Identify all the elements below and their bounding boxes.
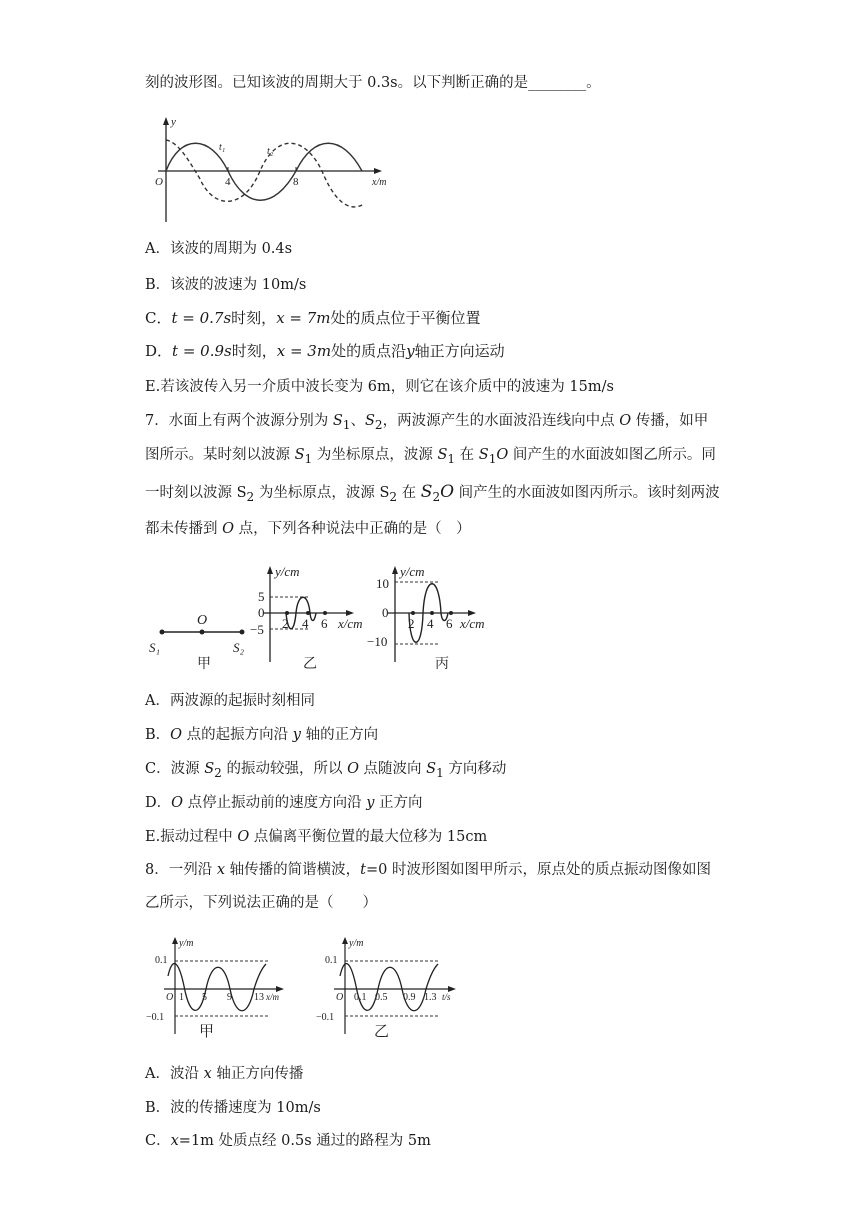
q8-jia-caption: 甲 — [199, 1024, 215, 1040]
q6-label-t2: t₂ — [267, 146, 274, 157]
q6-tick-8: 8 — [293, 176, 299, 188]
q6-y-label: y — [171, 116, 176, 128]
q8-jia-xtick-13: 13 — [254, 992, 264, 1003]
q8-yi-wave — [340, 964, 438, 1011]
q7-yi-ytick-0: 0 — [258, 605, 265, 620]
q6-origin: O — [155, 176, 163, 188]
q6-stem-tail: 刻的波形图。已知该波的周期大于 0.3s。以下判断正确的是________。 — [145, 75, 601, 91]
q7-bing-x-label: x/cm — [460, 616, 485, 631]
q8-yi-y-top: 0.1 — [325, 955, 338, 966]
q7-jia-s1-label: S₁ — [149, 640, 161, 655]
q6-option-a[interactable]: A．该波的周期为 0.4s — [145, 241, 293, 257]
q7-stem-line4: 都未传播到 O 点，下列各种说法中正确的是（ ） — [145, 521, 471, 537]
q7-point-o — [200, 630, 205, 635]
q8-jia-xtick-5: 5 — [202, 992, 207, 1003]
q7-figure-bing — [367, 564, 500, 674]
q7-jia-o-label: O — [197, 613, 208, 628]
q6-option-e[interactable]: E.若该波传入另一介质中波长变为 6m，则它在该介质中的波速为 15m/s — [145, 379, 614, 395]
q7-yi-xtick-6: 6 — [321, 616, 328, 631]
q7-bing-y-label: y/cm — [400, 564, 425, 579]
q7-yi-ytick-neg5: −5 — [250, 622, 264, 637]
q7-jia-caption: 甲 — [197, 657, 211, 672]
q7-jia-s2-label: S₂ — [233, 640, 245, 655]
q8-yi-origin: O — [336, 992, 344, 1003]
q8-figure-yi — [316, 936, 470, 1046]
q8-yi-caption: 乙 — [374, 1024, 390, 1040]
q7-point-s2 — [240, 630, 245, 635]
q6-option-d[interactable]: D．t = 0.9s时刻，x = 3m处的质点沿y轴正方向运动 — [145, 342, 505, 360]
q8-jia-y-label: y/m — [179, 938, 194, 949]
q7-stem-line2: 图所示。某时刻以波源 $S_1$ 为坐标原点，波源 $S_1$ 在 $S_1O$ 间产生的水面波如图乙所示。同 — [145, 447, 716, 466]
q7-point-s1 — [160, 630, 165, 635]
q8-jia-y-bottom: −0.1 — [146, 1012, 165, 1023]
q6-curve-t2 — [166, 140, 364, 207]
q6-tick-4: 4 — [225, 176, 231, 188]
q7-option-b[interactable]: B．O 点的起振方向沿 y 轴的正方向 — [145, 727, 379, 743]
q8-stem-line1: 8．一列沿 x 轴传播的简谐横波，t=0 时波形图如图甲所示，原点处的质点振动图像如图 — [145, 862, 711, 878]
q7-bing-ytick-0: 0 — [382, 605, 389, 620]
q7-yi-xtick-4: 4 — [302, 616, 309, 631]
q8-jia-xtick-1: 1 — [179, 992, 184, 1003]
q8-stem-line2: 乙所示，下列说法正确的是（ ） — [145, 895, 377, 911]
q6-option-c[interactable]: C．t = 0.7s时刻，x = 7m处的质点位于平衡位置 — [145, 309, 481, 327]
q8-jia-wave — [168, 964, 266, 1011]
q7-figure-yi — [250, 564, 363, 674]
q6-x-label: x/m — [372, 177, 387, 188]
q8-yi-y-label: y/m — [349, 938, 364, 949]
q7-yi-y-label: y/cm — [275, 564, 300, 579]
q7-yi-ytick-5: 5 — [258, 589, 265, 604]
q8-jia-xtick-9: 9 — [227, 992, 232, 1003]
q6-label-t1: t₁ — [219, 142, 226, 153]
q7-stem-line1: 7．水面上有两个波源分别为 $S_1$、$S_2$，两波源产生的水面波沿连线向中点 O 传播，如甲 — [145, 413, 709, 432]
q8-option-b[interactable]: B．波的传播速度为 10m/s — [145, 1100, 321, 1116]
q8-yi-xtick-0.1: 0.1 — [354, 992, 367, 1003]
q8-yi-xtick-1.3: 1.3 — [424, 992, 437, 1003]
q6-option-b[interactable]: B．该波的波速为 10m/s — [145, 277, 307, 293]
q7-option-a[interactable]: A．两波源的起振时刻相同 — [145, 693, 315, 709]
q7-bing-xtick-4: 4 — [427, 616, 434, 631]
q7-option-c[interactable]: C．波源 $S_2$ 的振动较强，所以 O 点随波向 $S_1$ 方向移动 — [145, 761, 507, 780]
q7-yi-xtick-2: 2 — [282, 616, 289, 631]
q8-option-c[interactable]: C．x=1m 处质点经 0.5s 通过的路程为 5m — [145, 1133, 431, 1149]
q8-jia-origin: O — [166, 992, 174, 1003]
q7-option-e[interactable]: E.振动过程中 O 点偏离平衡位置的最大位移为 15cm — [145, 829, 488, 845]
q8-option-a[interactable]: A．波沿 x 轴正方向传播 — [145, 1066, 304, 1082]
q7-bing-ytick-10: 10 — [376, 576, 389, 591]
q8-jia-y-top: 0.1 — [155, 955, 168, 966]
q8-yi-x-label: t/s — [442, 992, 451, 1002]
q7-stem-line3: 一时刻以波源 $S_2$ 为坐标原点，波源 $S_2$ 在 $S_2O$ 间产生的水面波如图丙所示。该时刻两波 — [145, 482, 720, 504]
q8-jia-x-label: x/m — [266, 992, 279, 1002]
q8-yi-xtick-0.5: 0.5 — [375, 992, 388, 1003]
q8-figure-jia — [146, 936, 290, 1046]
q8-yi-xtick-0.9: 0.9 — [403, 992, 416, 1003]
q7-yi-x-label: x/cm — [338, 616, 363, 631]
q7-bing-xtick-2: 2 — [408, 616, 415, 631]
q7-bing-caption: 丙 — [435, 657, 449, 672]
q8-yi-y-bottom: −0.1 — [316, 1012, 335, 1023]
q7-figure-jia — [145, 612, 255, 672]
q7-yi-caption: 乙 — [303, 657, 317, 672]
q7-bing-xtick-6: 6 — [446, 616, 453, 631]
q7-option-d[interactable]: D．O 点停止振动前的速度方向沿 y 正方向 — [145, 795, 423, 811]
q6-wave-figure — [150, 114, 390, 224]
q7-bing-ytick-neg10: −10 — [367, 634, 388, 649]
